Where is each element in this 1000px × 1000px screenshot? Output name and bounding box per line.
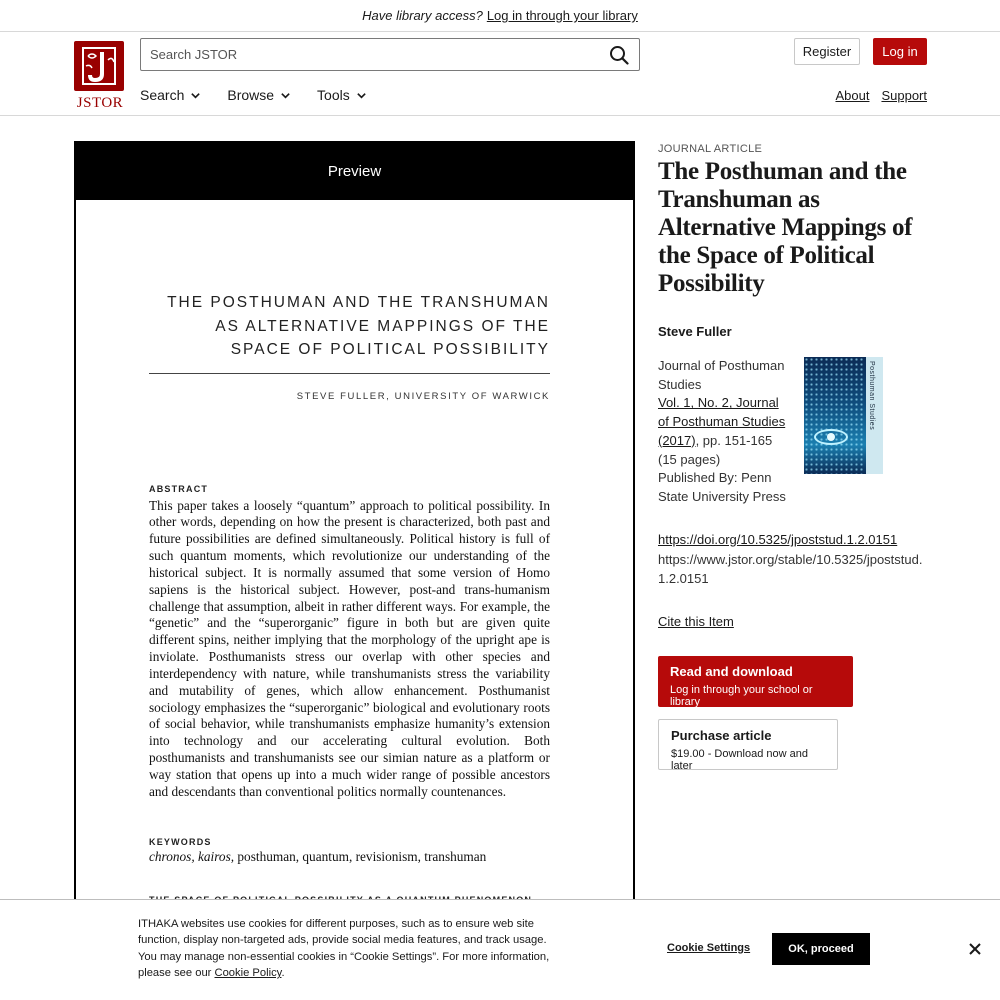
cover-dot-pattern [804, 357, 864, 474]
cookie-message: ITHAKA websites use cookies for different purposes, such as to ensure web site function, display non-targeted ads, provide social media features, and track usage. You may manage non-essential cookies in “Cookie Settings”. For more information, please see our Cookie Policy. [138, 918, 550, 980]
jstor-logo-mark-icon [74, 41, 124, 91]
library-access-question: Have library access? [362, 8, 483, 23]
preview-title-line: SPACE OF POLITICAL POSSIBILITY [230, 341, 550, 358]
support-link[interactable]: Support [881, 88, 927, 103]
close-icon[interactable] [967, 941, 983, 957]
search-icon[interactable] [609, 45, 629, 65]
nav-search-label: Search [140, 87, 185, 103]
library-access-banner [0, 0, 1000, 32]
article-title: The Posthuman and the Transhuman as Alternative Mappings of the Space of Political Possibility [658, 158, 913, 297]
preview-keywords [149, 849, 550, 865]
cover-eye-icon [814, 429, 848, 445]
preview-page [76, 291, 633, 921]
preview-title-line: THE POSTHUMAN AND THE TRANSHUMAN [167, 294, 550, 311]
site-header [0, 32, 1000, 116]
preview-author: STEVE FULLER, UNIVERSITY OF WARWICK [296, 390, 550, 402]
journal-name: Journal of Posthuman Studies [658, 358, 785, 392]
preview-header: Preview [76, 143, 633, 200]
nav-tools-label: Tools [317, 87, 350, 103]
about-link[interactable]: About [835, 88, 870, 103]
preview-keywords-rest: posthuman, quantum, revisionism, transhuman [234, 848, 487, 864]
library-login-link[interactable]: Log in through your library [486, 8, 638, 23]
nav-browse-label: Browse [227, 87, 275, 103]
cookie-ok-button[interactable]: OK, proceed [772, 933, 870, 965]
content-type-label: JOURNAL ARTICLE [658, 143, 763, 155]
cookie-banner [0, 899, 1000, 1000]
cookie-settings-button[interactable]: Cookie Settings [667, 942, 751, 954]
main-nav [140, 87, 367, 103]
cover-spine [866, 357, 883, 474]
chevron-down-icon [280, 90, 291, 101]
page-range: , pp. 151-165 (15 pages) [658, 432, 773, 467]
search-box [140, 38, 640, 71]
read-and-download-button[interactable] [658, 656, 853, 707]
article-preview[interactable] [74, 141, 635, 921]
preview-keywords-heading: KEYWORDS [149, 836, 212, 847]
publisher: Published By: Penn State University Press [658, 470, 786, 504]
doi-link[interactable]: https://doi.org/10.5325/jpoststud.1.2.0151 [658, 532, 898, 547]
purchase-button-title: Purchase article [671, 728, 772, 743]
preview-title-line: AS ALTERNATIVE MAPPINGS OF THE [215, 317, 550, 335]
cookie-message-text: ITHAKA websites use cookies for different purposes, such as to ensure web site function, display non-targeted ads, provide social media features, and track usage. You may manage non-essential cookies in “Cookie Settings”. For more information, please see our [138, 918, 550, 980]
read-button-title: Read and download [670, 664, 793, 679]
read-button-subtitle: Log in through your school or library [670, 684, 813, 708]
header-right-links [835, 88, 927, 103]
article-metadata [658, 143, 928, 772]
publication-info [658, 357, 788, 507]
preview-page-title [149, 291, 550, 362]
nav-browse-menu[interactable] [227, 87, 291, 103]
jstor-logo-text: JSTOR [76, 95, 124, 111]
issue-info [658, 394, 788, 469]
register-button[interactable]: Register [794, 38, 860, 65]
chevron-down-icon [190, 90, 201, 101]
cookie-policy-link[interactable]: Cookie Policy [214, 967, 282, 980]
nav-tools-menu[interactable] [317, 87, 367, 103]
preview-title-rule [149, 373, 550, 374]
preview-keywords-italic: chronos, kairos, [149, 848, 235, 864]
cite-item-link[interactable]: Cite this Item [658, 614, 734, 629]
stable-url: https://www.jstor.org/stable/10.5325/jpoststud.1.2.0151 [658, 552, 923, 586]
article-author: Steve Fuller [658, 324, 732, 339]
purchase-button-subtitle: $19.00 - Download now and later [671, 748, 808, 772]
nav-search-menu[interactable] [140, 87, 201, 103]
purchase-article-button[interactable] [658, 719, 838, 770]
login-button[interactable]: Log in [873, 38, 927, 65]
search-input[interactable] [141, 39, 581, 70]
jstor-logo[interactable] [74, 41, 126, 113]
preview-abstract-text: This paper takes a loosely “quantum” approach to political possibility. In other words, depending on how the present is characterized, both past and future possibilities are defined simultaneously. Political history is full of such quantum moments, which revolutionize our understanding of the historical subject. It is normally assumed that some version of Homo sapiens is the historical subject. However, post-and trans-humanism challenge that assumption, albeit in rather different ways. For example, the “genetic” and the “superorganic” figure in both but are given quite different spins, neither implying that the morphology of the upright ape is inviolate. Posthumanists stress our overlap with other species and interdependency with nature, while transhumanists stress the variability and mutability of genes, which allow enhancement. Posthumanist sociology emphasizes the “superorganic” biological and evolutionary roots of social behavior, while transhumanists emphasize humanity’s extension into technology and our accelerating cultural evolution. Both posthumanists and transhumanists see our simian nature as a platform or way station that opens up into a much wider range of possible ancestors and descendants than conventional politics normally countenances. [149, 497, 550, 799]
cover-spine-text: Posthuman Studies [868, 361, 875, 431]
chevron-down-icon [356, 90, 367, 101]
journal-cover-image[interactable] [804, 357, 883, 474]
preview-abstract-heading: ABSTRACT [149, 483, 209, 494]
issue-link[interactable]: Vol. 1, No. 2, Journal of Posthuman Studies (2017) [658, 395, 786, 448]
